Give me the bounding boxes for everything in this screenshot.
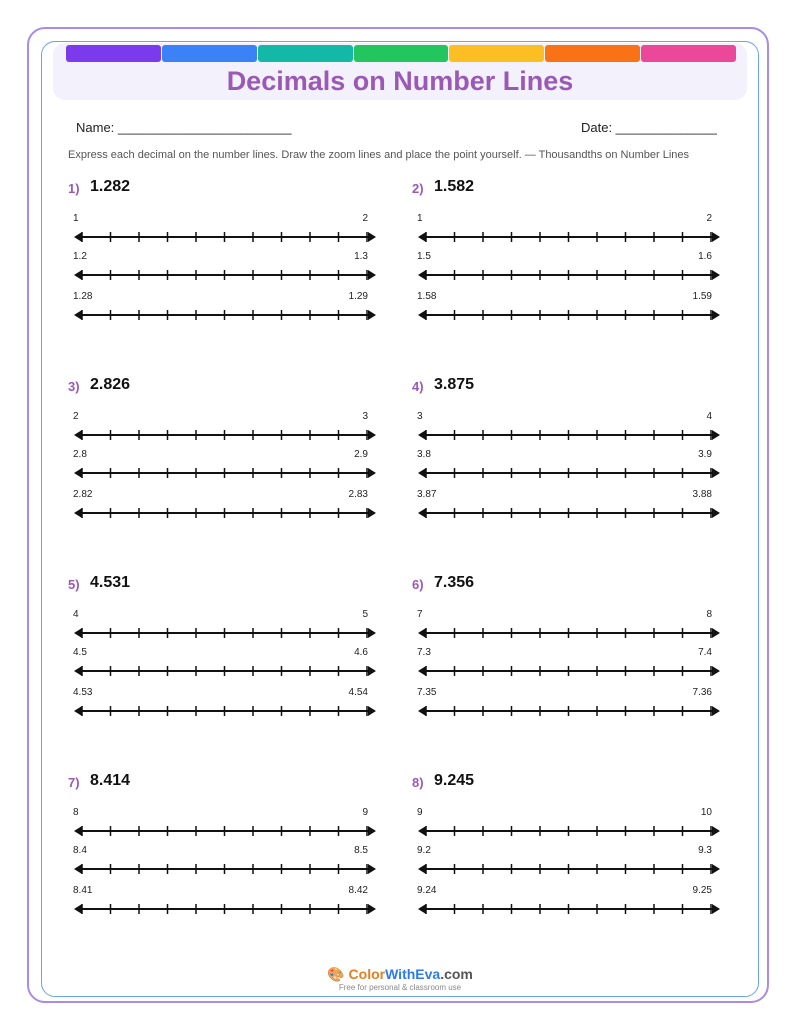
problem-item — [68, 772, 388, 925]
problem-item — [412, 772, 732, 925]
number-line[interactable] — [412, 647, 722, 687]
number-line-axis — [412, 305, 722, 325]
number-line-end-label: 9.25 — [692, 885, 712, 896]
number-line-end-label: 8.42 — [348, 885, 368, 896]
number-line-start-label: 8.4 — [73, 845, 87, 856]
number-line-end-label: 3.88 — [692, 489, 712, 500]
number-line-end-label: 9.3 — [698, 845, 712, 856]
number-line-start-label: 3.87 — [417, 489, 437, 500]
rainbow-segment — [258, 45, 353, 62]
number-line-start-label: 1.5 — [417, 251, 431, 262]
number-line[interactable] — [68, 845, 378, 885]
number-line-axis — [412, 227, 722, 247]
number-line-axis — [68, 463, 378, 483]
number-line-end-label: 2 — [706, 213, 712, 224]
number-line[interactable] — [68, 251, 378, 291]
number-line[interactable] — [68, 213, 378, 253]
number-line-start-label: 7.3 — [417, 647, 431, 658]
footer-tagline: Free for personal & classroom use — [338, 983, 462, 992]
number-line-axis — [412, 701, 722, 721]
number-line[interactable] — [412, 845, 722, 885]
number-line-start-label: 1 — [73, 213, 79, 224]
number-line[interactable] — [412, 449, 722, 489]
number-line-axis — [412, 821, 722, 841]
number-line-end-label: 9 — [362, 807, 368, 818]
problem-number: 3) — [68, 379, 80, 394]
number-line-start-label: 7 — [417, 609, 423, 620]
number-line[interactable] — [68, 807, 378, 847]
number-line-axis — [68, 661, 378, 681]
number-line-axis — [68, 701, 378, 721]
number-line[interactable] — [68, 609, 378, 649]
problem-decimal: 3.875 — [434, 376, 475, 393]
number-line-start-label: 9.24 — [417, 885, 437, 896]
number-line-end-label: 1.6 — [698, 251, 712, 262]
rainbow-segment — [449, 45, 544, 62]
number-line[interactable] — [68, 885, 378, 925]
number-line-axis — [412, 623, 722, 643]
number-line-start-label: 8 — [73, 807, 79, 818]
rainbow-segment — [354, 45, 449, 62]
number-line[interactable] — [68, 411, 378, 451]
number-line[interactable] — [412, 489, 722, 529]
problem-decimal: 9.245 — [434, 772, 475, 789]
number-line-start-label: 4 — [73, 609, 79, 620]
footer-brand — [0, 966, 800, 984]
problem-item — [412, 178, 732, 331]
number-line[interactable] — [68, 687, 378, 727]
number-line-axis — [412, 463, 722, 483]
number-line[interactable] — [68, 489, 378, 529]
problem-decimal: 7.356 — [434, 574, 475, 591]
number-line[interactable] — [68, 291, 378, 331]
problem-item — [68, 574, 388, 727]
number-line-start-label: 7.35 — [417, 687, 437, 698]
rainbow-segment — [66, 45, 161, 62]
problem-number: 8) — [412, 775, 424, 790]
number-line-axis — [68, 899, 378, 919]
number-line-end-label: 8.5 — [354, 845, 368, 856]
problem-item — [68, 376, 388, 529]
number-line-end-label: 1.3 — [354, 251, 368, 262]
number-line-end-label: 7.36 — [692, 687, 712, 698]
number-line-axis — [68, 265, 378, 285]
problem-number: 5) — [68, 577, 80, 592]
number-line-axis — [68, 503, 378, 523]
problem-number: 1) — [68, 181, 80, 196]
number-line-end-label: 2.83 — [348, 489, 368, 500]
problem-item — [68, 178, 388, 331]
problem-number: 7) — [68, 775, 80, 790]
rainbow-bar — [66, 45, 736, 62]
number-line-axis — [412, 503, 722, 523]
number-line-axis — [412, 425, 722, 445]
number-line-start-label: 3.8 — [417, 449, 431, 460]
number-line-axis — [68, 425, 378, 445]
number-line[interactable] — [68, 647, 378, 687]
problem-decimal: 1.582 — [434, 178, 475, 195]
number-line[interactable] — [412, 885, 722, 925]
number-line[interactable] — [412, 411, 722, 451]
number-line-start-label: 3 — [417, 411, 423, 422]
problem-decimal: 8.414 — [90, 772, 131, 789]
instructions-text: Express each decimal on the number lines. Draw the zoom lines and place the point yourself. — Thousandths on Number Lines — [68, 149, 690, 161]
number-line[interactable] — [412, 291, 722, 331]
palette-icon: 🎨 — [327, 966, 345, 982]
number-line-end-label: 4.6 — [354, 647, 368, 658]
problem-decimal: 2.826 — [90, 376, 131, 393]
number-line-end-label: 2.9 — [354, 449, 368, 460]
number-line-axis — [412, 661, 722, 681]
number-line-start-label: 1 — [417, 213, 423, 224]
number-line-axis — [68, 227, 378, 247]
number-line-start-label: 2.8 — [73, 449, 87, 460]
problem-item — [412, 376, 732, 529]
number-line-end-label: 3 — [362, 411, 368, 422]
number-line[interactable] — [412, 807, 722, 847]
rainbow-segment — [162, 45, 257, 62]
number-line[interactable] — [412, 251, 722, 291]
number-line[interactable] — [412, 213, 722, 253]
number-line-end-label: 4 — [706, 411, 712, 422]
number-line-start-label: 9 — [417, 807, 423, 818]
problem-item — [412, 574, 732, 727]
number-line-start-label: 1.28 — [73, 291, 93, 302]
rainbow-segment — [641, 45, 736, 62]
number-line-end-label: 3.9 — [698, 449, 712, 460]
number-line-end-label: 1.29 — [348, 291, 368, 302]
rainbow-segment — [545, 45, 640, 62]
number-line-start-label: 8.41 — [73, 885, 93, 896]
problem-decimal: 4.531 — [90, 574, 131, 591]
name-field[interactable]: Name: ________________________ — [76, 120, 292, 135]
number-line-axis — [412, 859, 722, 879]
number-line[interactable] — [412, 609, 722, 649]
problem-number: 2) — [412, 181, 424, 196]
brand-name: ColorWithEva.com — [348, 966, 473, 982]
number-line-axis — [68, 859, 378, 879]
number-line-end-label: 8 — [706, 609, 712, 620]
number-line-end-label: 7.4 — [698, 647, 712, 658]
number-line-start-label: 4.53 — [73, 687, 93, 698]
problem-number: 6) — [412, 577, 424, 592]
problem-decimal: 1.282 — [90, 178, 131, 195]
number-line-axis — [68, 305, 378, 325]
number-line-start-label: 1.2 — [73, 251, 87, 262]
date-field[interactable]: Date: ______________ — [581, 120, 717, 135]
number-line-axis — [412, 265, 722, 285]
number-line-end-label: 10 — [700, 807, 712, 818]
number-line[interactable] — [68, 449, 378, 489]
number-line-end-label: 5 — [362, 609, 368, 620]
number-line-axis — [68, 821, 378, 841]
number-line-end-label: 4.54 — [348, 687, 368, 698]
problem-number: 4) — [412, 379, 424, 394]
number-line-end-label: 1.59 — [692, 291, 712, 302]
number-line-start-label: 2.82 — [73, 489, 93, 500]
number-line-start-label: 9.2 — [417, 845, 431, 856]
number-line-start-label: 2 — [73, 411, 79, 422]
number-line[interactable] — [412, 687, 722, 727]
number-line-start-label: 4.5 — [73, 647, 87, 658]
page-title: Decimals on Number Lines — [226, 66, 574, 96]
number-line-axis — [412, 899, 722, 919]
number-line-axis — [68, 623, 378, 643]
number-line-end-label: 2 — [362, 213, 368, 224]
number-line-start-label: 1.58 — [417, 291, 437, 302]
